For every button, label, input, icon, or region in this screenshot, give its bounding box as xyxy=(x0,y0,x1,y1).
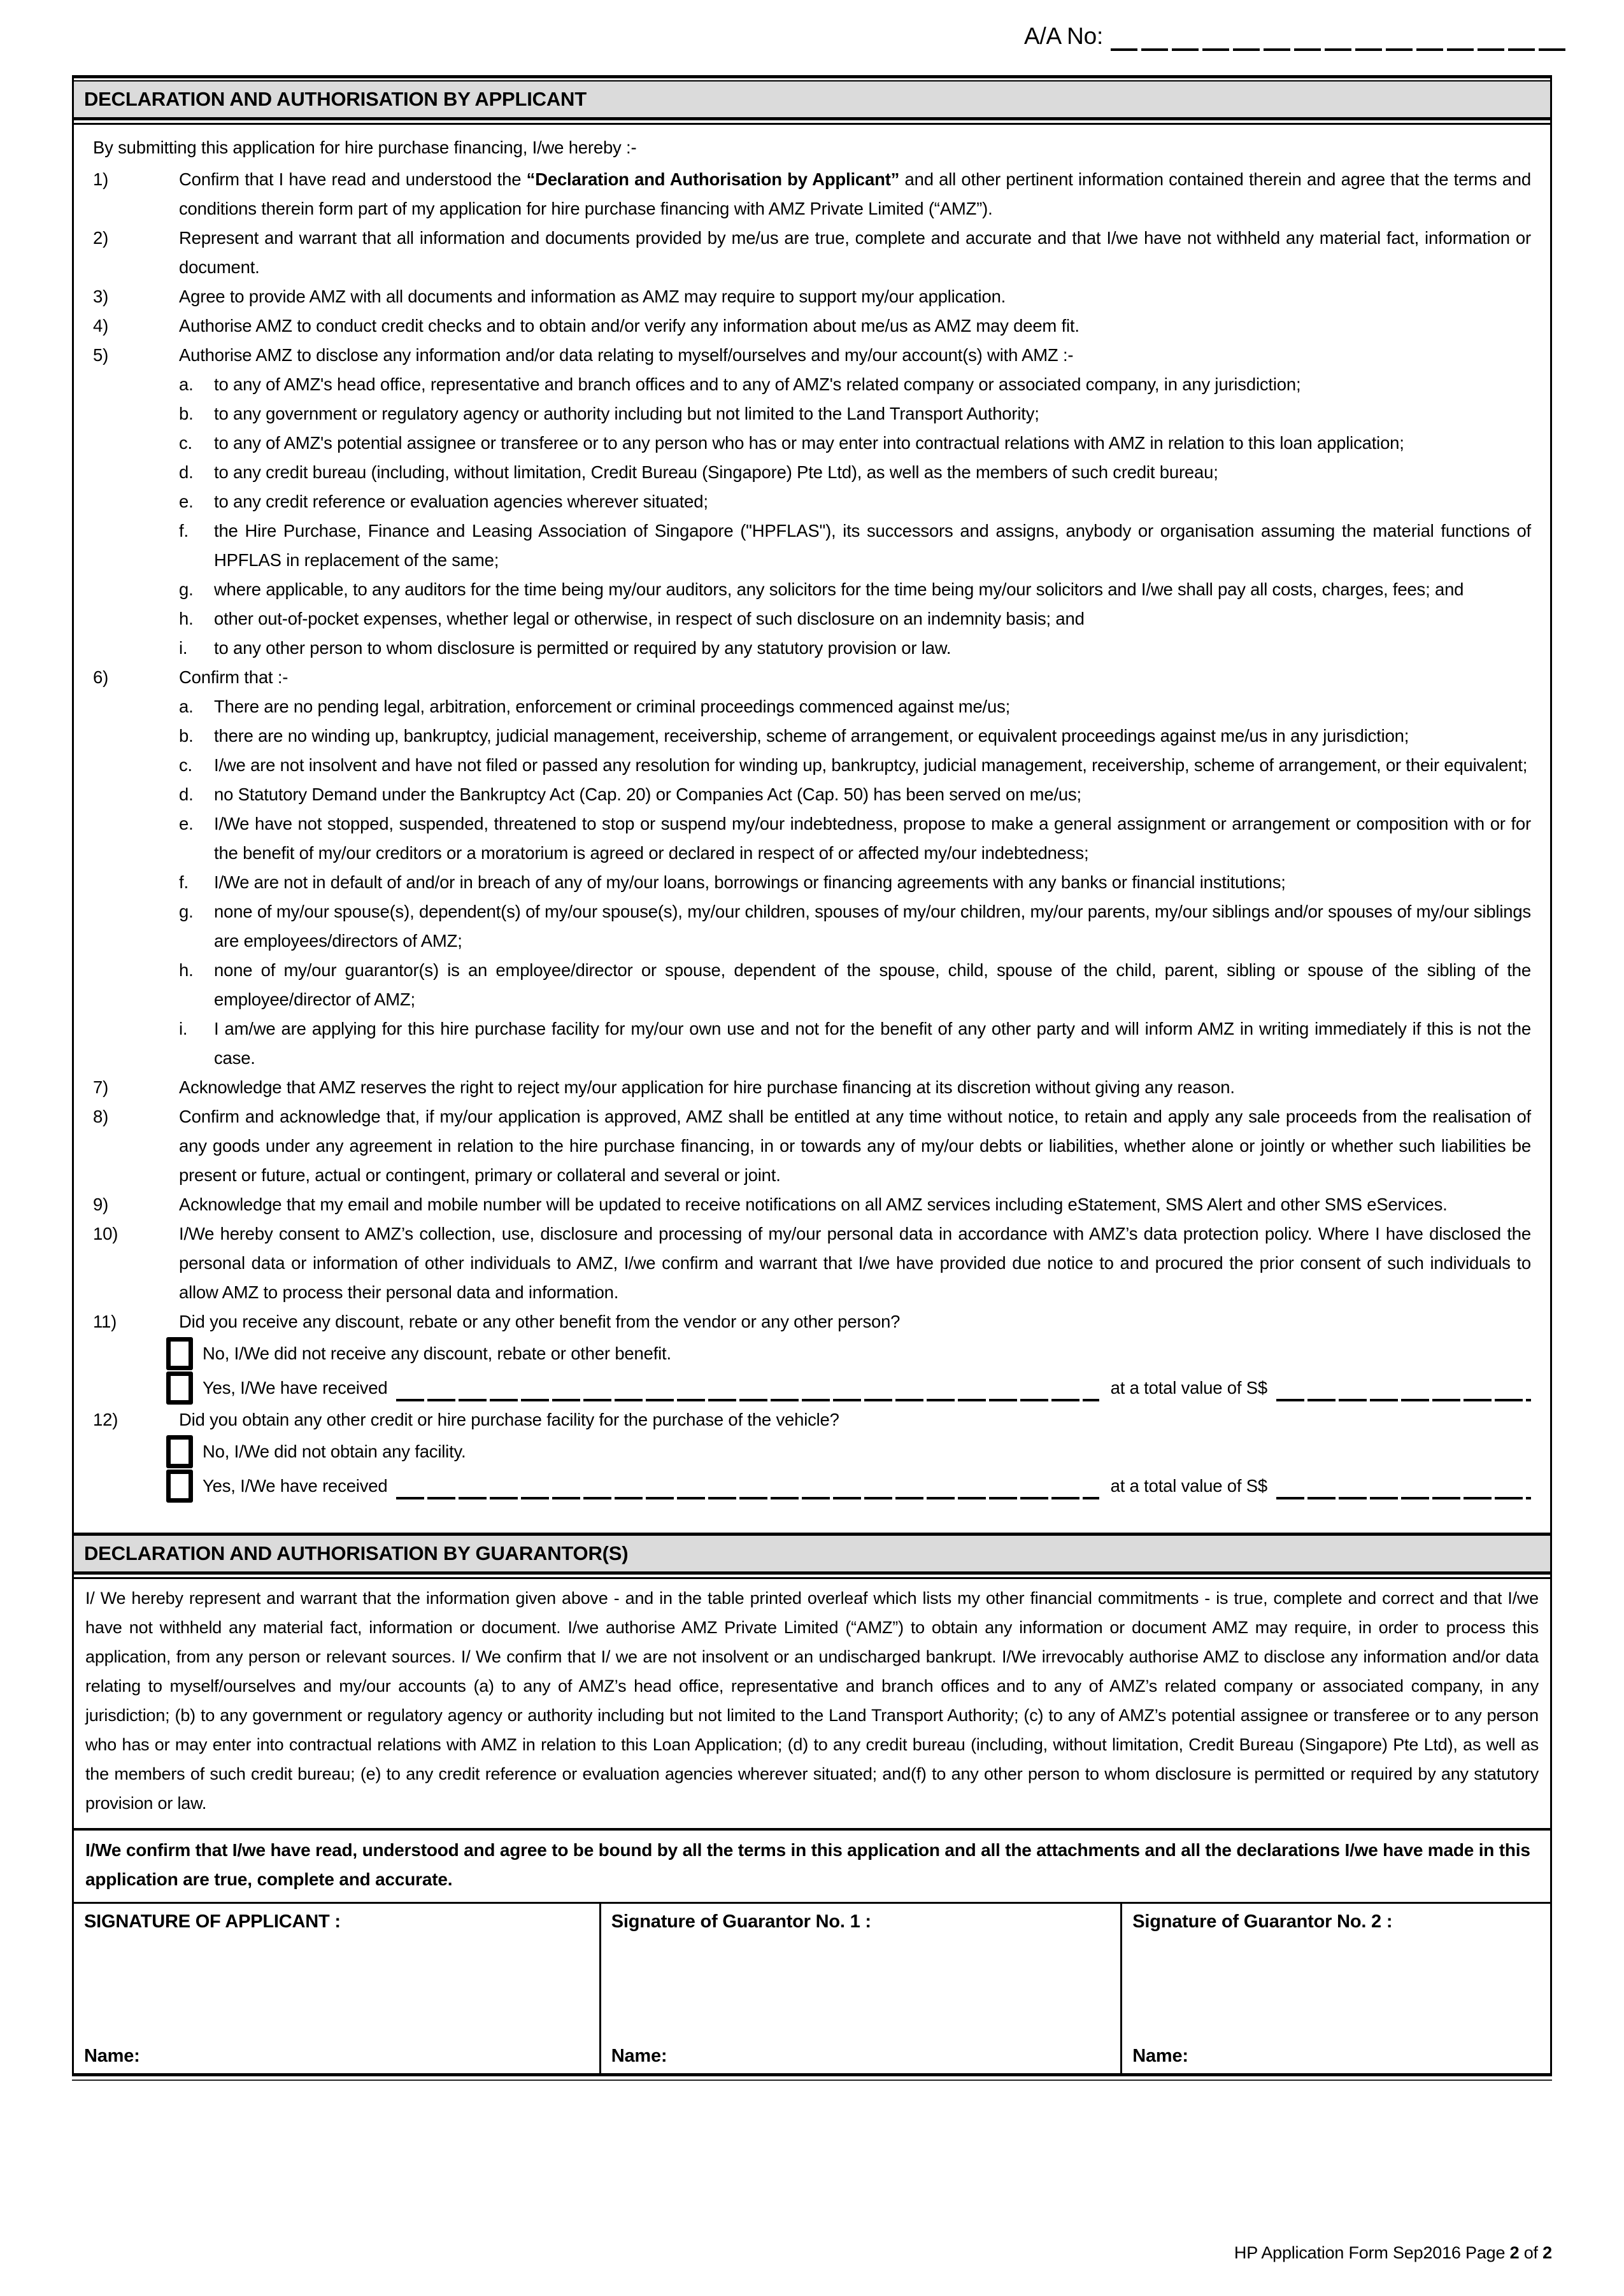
clause-item-12 xyxy=(93,1405,1531,1503)
clause-text xyxy=(179,223,1531,282)
document-body xyxy=(72,75,1552,2081)
clause-body xyxy=(179,663,1531,1073)
sub-clause-item-5e xyxy=(179,487,1531,516)
clause-text-part: Acknowledge that my email and mobile number will be updated to receive notifications on all AMZ services including eStatement, SMS Alert and other SMS eServices. xyxy=(179,1194,1448,1214)
sub-clause-item-5g xyxy=(179,575,1531,604)
sub-clause-item-6b xyxy=(179,721,1531,751)
clause-number: 8) xyxy=(93,1106,109,1126)
sub-clause-text: There are no pending legal, arbitration, enforcement or criminal proceedings commenced against me/us; xyxy=(214,696,1011,716)
clause-text-part: Confirm that I have read and understood the xyxy=(179,169,527,189)
clause-body xyxy=(179,1190,1531,1219)
confirmation-statement: I/We confirm that I/we have read, understood and agree to be bound by all the terms in this application and all the attachments and all the declarations I/we have made in this application are true, complete and accurate. xyxy=(74,1828,1550,1902)
clause-item-11 xyxy=(93,1307,1531,1405)
footer-page-total: 2 xyxy=(1542,2243,1552,2262)
sub-clause-item-5b xyxy=(179,399,1531,429)
sub-clause-item-5f xyxy=(179,516,1531,575)
applicant-declaration-section xyxy=(72,75,1552,1533)
sub-clause-text: to any of AMZ's potential assignee or transferee or to any person who has or may enter into contractual relations with AMZ in relation to this loan application; xyxy=(214,432,1404,453)
clause-text-part: I/We hereby consent to AMZ’s collection, use, disclosure and processing of my/our personal data in accordance with AMZ’s data protection policy. Where I have disclosed the personal data or information of other individuals to AMZ, I/we confirm and warrant that I/we have provided due notice to and procured the prior consent of such individuals to allow AMZ to process their personal data and information. xyxy=(179,1223,1531,1302)
clause-item-9 xyxy=(93,1190,1531,1219)
signature-cell-applicant xyxy=(74,1904,601,2073)
footer-page-current: 2 xyxy=(1509,2243,1520,2262)
clause-body xyxy=(179,341,1531,663)
checkbox-option-row-11-no xyxy=(166,1336,1531,1371)
signature-title-guarantor-1: Signature of Guarantor No. 1 : xyxy=(611,1911,871,1932)
clause-number: 12) xyxy=(93,1409,118,1429)
guarantor-declaration-text: I/ We hereby represent and warrant that the information given above - and in the table printed overleaf which lists my other financial commitments - is true, complete and correct and that I/we have not withheld any material fact, information or document. I/we authorise AMZ Private Limited (“AMZ”) to obtain any information or document AMZ may require, in order to process this application, from any person or relevant sources. I/ We confirm that I/ we are not insolvent or an undischarged bankrupt. I/We irrevocably authorise AMZ to disclose any information and/or data relating to myself/ourselves and my/our accounts (a) to any of AMZ’s head office, representative and branch offices and to any of AMZ’s related company or associated company, in any jurisdiction; (b) to any government or regulatory agency or authority including but not limited to the Land Transport Authority; (c) to any of AMZ’s potential assignee or transferee or to any person who has or may enter into contractual relations with AMZ in relation to this Loan Application; (d) to any credit bureau (including, without limitation, Credit Bureau (Singapore) Pte Ltd), as well as the members of such credit bureau; (e) to any credit reference or evaluation agencies wherever situated; and(f) to any other person to whom disclosure is permitted or required by any statutory provision or law. xyxy=(85,1588,1539,1813)
guarantor-declaration-section xyxy=(72,1533,1552,2076)
name-label-guarantor-2: Name: xyxy=(1132,2045,1188,2066)
sub-clause-text: where applicable, to any auditors for the time being my/our auditors, any solicitors for the time being my/our solicitors and I/we shall pay all costs, charges, fees; and xyxy=(214,579,1464,599)
signature-space-guarantor-1[interactable] xyxy=(601,1942,1120,2029)
clause-item-1 xyxy=(93,165,1531,223)
signature-cell-guarantor-2 xyxy=(1122,1904,1550,2073)
clause-text xyxy=(179,165,1531,223)
clause-number: 7) xyxy=(93,1077,109,1097)
checkbox-no-11[interactable] xyxy=(166,1337,193,1370)
sub-clause-text: none of my/our guarantor(s) is an employee/director or spouse, dependent of the spouse, child, spouse of the child, parent, sibling or spouse of the sibling of the employee/director of AMZ; xyxy=(214,960,1531,1009)
total-value-field-11[interactable] xyxy=(1276,1375,1531,1401)
sub-clause-letter: e. xyxy=(179,813,194,833)
sub-clause-letter: c. xyxy=(179,755,192,775)
clause-item-5 xyxy=(93,341,1531,663)
checkbox-no-12[interactable] xyxy=(166,1435,193,1468)
clause-text-part: Acknowledge that AMZ reserves the right to reject my/our application for hire purchase financing at its discretion without giving any reason. xyxy=(179,1077,1235,1097)
guarantor-section-title: DECLARATION AND AUTHORISATION BY GUARANTOR(S) xyxy=(84,1541,629,1564)
clause-number: 6) xyxy=(93,667,109,687)
signature-space-guarantor-2[interactable] xyxy=(1122,1942,1550,2029)
page-footer xyxy=(1234,2243,1552,2263)
clause-number: 5) xyxy=(93,344,109,365)
clause-text xyxy=(179,1405,1531,1435)
checkbox-yes-11[interactable] xyxy=(166,1371,193,1405)
sub-clause-item-6c xyxy=(179,751,1531,780)
sub-clause-text: there are no winding up, bankruptcy, judicial management, receivership, scheme of arrangement, or equivalent proceedings against me/us in any jurisdiction; xyxy=(214,725,1409,746)
bottom-rule xyxy=(72,2080,1552,2081)
sub-clause-item-6f xyxy=(179,868,1531,897)
sub-clause-item-6h xyxy=(179,956,1531,1014)
sub-clause-item-5h xyxy=(179,604,1531,634)
sub-clause-letter: g. xyxy=(179,579,194,599)
clause-item-3 xyxy=(93,282,1531,311)
sub-clause-item-6i xyxy=(179,1014,1531,1073)
checkbox-option-label: Yes, I/We have received xyxy=(203,1377,388,1398)
aa-no-input-line[interactable] xyxy=(1111,22,1569,51)
sub-clause-text: the Hire Purchase, Finance and Leasing Association of Singapore ("HPFLAS"), its successors and assigns, anybody or organisation assuming the material functions of HPFLAS in replacement of the same; xyxy=(214,520,1531,570)
clause-text-part: and all other pertinent information contained therein and agree that the terms and conditions therein form part of my application for hire purchase financing with AMZ Private Limited (“AMZ”). xyxy=(179,169,1531,218)
sub-clause-letter: a. xyxy=(179,696,194,716)
clause-body xyxy=(179,165,1531,223)
footer-text: HP Application Form Sep2016 Page xyxy=(1234,2243,1506,2262)
clause-body xyxy=(179,311,1531,341)
sub-clause-letter: i. xyxy=(179,1018,188,1038)
clause-number: 11) xyxy=(93,1311,117,1331)
sub-clause-letter: e. xyxy=(179,491,194,511)
sub-clause-text: I/We are not in default of and/or in breach of any of my/our loans, borrowings or financing agreements with any banks or financial institutions; xyxy=(214,872,1286,892)
clause-text-bold: “Declaration and Authorisation by Applicant” xyxy=(526,169,900,189)
clause-item-4 xyxy=(93,311,1531,341)
received-description-field-11[interactable] xyxy=(396,1375,1099,1401)
clause-body xyxy=(179,1073,1531,1102)
sub-clause-letter: g. xyxy=(179,901,194,921)
sub-clause-text: other out-of-pocket expenses, whether legal or otherwise, in respect of such disclosure on an indemnity basis; and xyxy=(214,608,1085,628)
sub-clause-letter: h. xyxy=(179,960,194,980)
total-value-label: at a total value of S$ xyxy=(1110,1377,1267,1398)
total-value-field-12[interactable] xyxy=(1276,1473,1531,1499)
applicant-section-title: DECLARATION AND AUTHORISATION BY APPLICANT xyxy=(84,88,587,110)
clause-text xyxy=(179,1102,1531,1190)
sub-clause-item-6g xyxy=(179,897,1531,956)
clause-text-part: Agree to provide AMZ with all documents and information as AMZ may require to support my/our application. xyxy=(179,286,1006,306)
sub-clause-letter: b. xyxy=(179,725,194,746)
clause-text xyxy=(179,311,1531,341)
sub-clause-letter: f. xyxy=(179,872,189,892)
clause-body xyxy=(179,282,1531,311)
name-label-guarantor-1: Name: xyxy=(611,2045,667,2066)
received-description-field-12[interactable] xyxy=(396,1473,1099,1499)
sub-clause-letter: b. xyxy=(179,403,194,423)
checkbox-option-label: Yes, I/We have received xyxy=(203,1475,388,1496)
clause-item-10 xyxy=(93,1219,1531,1307)
checkbox-option-row-12-yes xyxy=(166,1469,1531,1503)
clause-text-part: Did you receive any discount, rebate or any other benefit from the vendor or any other person? xyxy=(179,1311,901,1331)
sub-clause-letter: a. xyxy=(179,374,194,394)
clause-text xyxy=(179,663,1531,692)
checkbox-yes-12[interactable] xyxy=(166,1470,193,1503)
clause-number: 4) xyxy=(93,315,109,336)
sub-clause-item-6a xyxy=(179,692,1531,721)
signature-title-guarantor-2: Signature of Guarantor No. 2 : xyxy=(1132,1911,1393,1932)
name-label-applicant: Name: xyxy=(84,2045,140,2066)
sub-clause-text: no Statutory Demand under the Bankruptcy Act (Cap. 20) or Companies Act (Cap. 50) has been served on me/us; xyxy=(214,784,1081,804)
clause-body xyxy=(179,1307,1531,1405)
clause-number: 2) xyxy=(93,227,109,248)
footer-text-mid: of xyxy=(1523,2243,1538,2262)
sub-clause-item-5i xyxy=(179,634,1531,663)
clause-text-part: Represent and warrant that all information and documents provided by me/us are true, complete and accurate and that I/we have not withheld any material fact, information or document. xyxy=(179,227,1531,277)
clause-number: 3) xyxy=(93,286,109,306)
sub-clause-text: to any other person to whom disclosure is permitted or required by any statutory provision or law. xyxy=(214,637,951,658)
aa-no-label: A/A No: xyxy=(1024,23,1104,49)
sub-clause-text: to any credit reference or evaluation agencies wherever situated; xyxy=(214,491,708,511)
guarantor-section-header xyxy=(74,1536,1550,1575)
aa-number-row xyxy=(1024,22,1569,51)
clause-number: 9) xyxy=(93,1194,109,1214)
clause-text-part: Authorise AMZ to disclose any information and/or data relating to myself/ourselves and my/our account(s) with AMZ :- xyxy=(179,344,1074,365)
signature-table xyxy=(74,1902,1550,2076)
clause-text-part: Authorise AMZ to conduct credit checks and to obtain and/or verify any information about me/us as AMZ may deem fit. xyxy=(179,315,1079,336)
sub-clause-text: I am/we are applying for this hire purchase facility for my/our own use and not for the benefit of any other party and will inform AMZ in writing immediately if this is not the case. xyxy=(214,1018,1531,1068)
sub-clause-text: I/We have not stopped, suspended, threatened to stop or suspend my/our indebtedness, propose to make a general assignment or arrangement or composition with or for the benefit of my/our creditors or a moratorium is agreed or declared in respect of or affected my/our indebtedness; xyxy=(214,813,1531,863)
sub-clause-item-6e xyxy=(179,809,1531,868)
clause-text-part: Confirm and acknowledge that, if my/our application is approved, AMZ shall be entitled at any time without notice, to retain and apply any sale proceeds from the realisation of any goods under any agreement in relation to the hire purchase financing, in or towards any of my/our debts or liabilities, whether alone or jointly or whether such liabilities be present or future, actual or contingent, primary or collateral and several or joint. xyxy=(179,1106,1531,1185)
clause-body xyxy=(179,223,1531,282)
sub-clause-item-6d xyxy=(179,780,1531,809)
clause-body xyxy=(179,1102,1531,1190)
sub-clause-letter: i. xyxy=(179,637,188,658)
clause-item-6 xyxy=(93,663,1531,1073)
clause-item-8 xyxy=(93,1102,1531,1190)
clause-item-7 xyxy=(93,1073,1531,1102)
clause-body xyxy=(179,1405,1531,1503)
clause-text xyxy=(179,341,1531,370)
intro-text: By submitting this application for hire purchase financing, I/we hereby :- xyxy=(93,137,637,157)
checkbox-option-row-12-no xyxy=(166,1435,1531,1469)
signature-space-applicant[interactable] xyxy=(74,1942,599,2029)
clause-body xyxy=(179,1219,1531,1307)
applicant-section-header xyxy=(74,80,1550,120)
sub-clause-text: I/we are not insolvent and have not filed or passed any resolution for winding up, bankruptcy, judicial management, receivership, scheme of arrangement, or their equivalent; xyxy=(214,755,1528,775)
clause-list xyxy=(93,165,1531,1503)
sub-clause-letter: d. xyxy=(179,784,194,804)
clause-number: 10) xyxy=(93,1223,118,1244)
sub-clause-letter: c. xyxy=(179,432,192,453)
clause-text xyxy=(179,1219,1531,1307)
clause-text-part: Did you obtain any other credit or hire purchase facility for the purchase of the vehicle? xyxy=(179,1409,839,1429)
sub-clause-text: to any of AMZ's head office, representative and branch offices and to any of AMZ's related company or associated company, in any jurisdiction; xyxy=(214,374,1301,394)
clause-text xyxy=(179,1307,1531,1336)
applicant-section-body xyxy=(74,120,1550,1533)
sub-clause-text: none of my/our spouse(s), dependent(s) of my/our spouse(s), my/our children, spouses of my/our children, my/our parents, my/our siblings and/or spouses of my/our siblings are employees/directors of AMZ; xyxy=(214,901,1531,951)
checkbox-option-row-11-yes xyxy=(166,1371,1531,1405)
total-value-label: at a total value of S$ xyxy=(1110,1475,1267,1496)
sub-clause-item-5d xyxy=(179,458,1531,487)
sub-clause-item-5c xyxy=(179,429,1531,458)
clause-text-part: Confirm that :- xyxy=(179,667,288,687)
clause-text xyxy=(179,1073,1531,1102)
sub-clause-letter: f. xyxy=(179,520,189,541)
clause-number: 1) xyxy=(93,169,109,189)
sub-clause-item-5a xyxy=(179,370,1531,399)
signature-title-applicant: SIGNATURE OF APPLICANT : xyxy=(84,1911,341,1932)
sub-clause-letter: h. xyxy=(179,608,194,628)
sub-clause-letter: d. xyxy=(179,462,194,482)
clause-text xyxy=(179,1190,1531,1219)
sub-clause-text: to any credit bureau (including, without limitation, Credit Bureau (Singapore) Pte Ltd), as well as the members of such credit bureau; xyxy=(214,462,1218,482)
clause-item-2 xyxy=(93,223,1531,282)
clause-text xyxy=(179,282,1531,311)
checkbox-option-label: No, I/We did not obtain any facility. xyxy=(203,1441,466,1461)
checkbox-option-label: No, I/We did not receive any discount, rebate or other benefit. xyxy=(203,1343,671,1363)
signature-cell-guarantor-1 xyxy=(601,1904,1122,2073)
sub-clause-text: to any government or regulatory agency or authority including but not limited to the Land Transport Authority; xyxy=(214,403,1039,423)
